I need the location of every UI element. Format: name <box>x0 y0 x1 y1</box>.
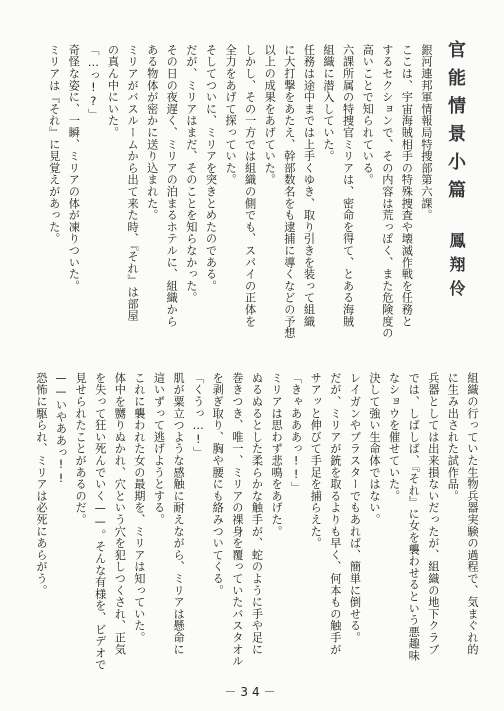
bottom-text-line: 這いずって逃げようとする。 <box>152 372 166 526</box>
top-text-line: ミリアがバスルームから出て来た時、『それ』は部屋 <box>126 44 140 322</box>
top-text-line: だが、ミリアはまだ、そのことを知らなかった。 <box>184 44 198 304</box>
top-text-line: 銀河連邦軍情報局特捜部第六課。 <box>420 44 433 221</box>
bottom-text-line: レイガンやブラスターでもあれば、簡単に倒せる。 <box>348 372 362 644</box>
bottom-text-line: では、しばしば、『それ』に女を襲わせるという悪趣味 <box>407 372 421 662</box>
bottom-text-line: 見せられたことがあるのだ。 <box>74 372 88 526</box>
bottom-text-line: に生み出された試作品。 <box>446 372 460 502</box>
top-text-line: するセクションで、その内容は荒っぽく、また危険度の <box>380 44 394 339</box>
top-text-line: 六課所属の特捜官ミリアは、密命を得て、とある海賊 <box>341 44 355 328</box>
bottom-text-line: を剥ぎ取り、胸や腰にも絡みついてくる。 <box>211 372 225 597</box>
bottom-text-line: これに襲われた女の最期を、ミリアは知っていた。 <box>132 372 146 644</box>
top-text-line: 以上の成果をあげていた。 <box>263 44 277 186</box>
page-number: －34－ <box>224 685 280 699</box>
bottom-text-line: ミリアは思わず悲鳴をあげた。 <box>270 372 284 538</box>
top-text-block <box>44 44 436 339</box>
bottom-text-line: 肌が粟立つような感触に耐えながら、ミリアは懸命に <box>172 372 186 656</box>
top-text-line: 任務は途中までは上手くゆき、取り引きを装って組織 <box>302 44 316 328</box>
top-text-line: 全力をあげて探っていた。 <box>224 44 238 186</box>
top-text-line: 奇怪な姿に、一瞬、ミリアの体が凍りついた。 <box>67 44 81 292</box>
story-title: 官能情景小篇 <box>445 40 466 208</box>
bottom-text-line: 「きゃあああっ!!」 <box>289 372 303 494</box>
top-text-line: その日の夜遅く、ミリアの泊まるホテルに、組織から <box>165 44 179 328</box>
bottom-text-line: 巻きつき、唯一、ミリアの裸身を覆っていたバスタオル <box>230 372 244 667</box>
bottom-text-line: なショウを催せていた。 <box>387 372 401 502</box>
top-text-line: しかし、その一方では組織の側でも、スパイの正体を <box>243 44 257 328</box>
bottom-text-block <box>31 372 482 671</box>
top-text-line: に大打撃をあたえ、幹部数名をも逮捕に導くなどの予想 <box>282 44 296 339</box>
top-text-line: の真ん中にいた。 <box>106 44 120 139</box>
bottom-text-line: だが、ミリアが銃を取るよりも早く、何本もの触手が <box>328 372 342 656</box>
bottom-text-line: を失って狂い死んでいく——。そんな有様を、ビデオで <box>93 372 107 671</box>
top-text-line: 高いことで知られている。 <box>361 44 375 186</box>
bottom-text-line: 決して強い生命体ではない。 <box>368 372 382 526</box>
bottom-text-line: ——いやああっ!! <box>54 372 68 486</box>
top-text-line: そしてついに、ミリアを突きとめたのである。 <box>204 44 218 292</box>
author-name: 鳳翔伶 <box>447 232 466 304</box>
bottom-text-line: 兵器としては出来損ないだったが、組織の地下クラブ <box>426 372 440 656</box>
bottom-text-line: 「くうっ…!」 <box>191 372 205 459</box>
bottom-text-line: 組織の行っていた生物兵器実験の過程で、気まぐれ的 <box>466 372 479 656</box>
top-text-line: ある物体が密かに送り込まれた。 <box>145 44 159 221</box>
top-text-line: 組織に潜入していた。 <box>322 44 336 162</box>
top-text-line: ミリアは『それ』に見覚えがあった。 <box>47 44 61 245</box>
bottom-text-line: 体中を嬲りぬかれ、穴という穴を犯しつくされ、正気 <box>113 372 127 656</box>
bottom-text-line: サアッと伸びて手足を捕らえた。 <box>309 372 323 549</box>
top-text-line: 「…っ!?」 <box>86 44 100 121</box>
bottom-text-line: 恐怖に駆られ、ミリアは必死にあらがう。 <box>34 372 48 597</box>
top-text-line: ここは、宇宙海賊相手の特殊捜査や壊滅作戦を任務と <box>400 44 414 328</box>
bottom-text-line: ぬるぬるとした柔らかな触手が、蛇のように手や足に <box>250 372 264 656</box>
